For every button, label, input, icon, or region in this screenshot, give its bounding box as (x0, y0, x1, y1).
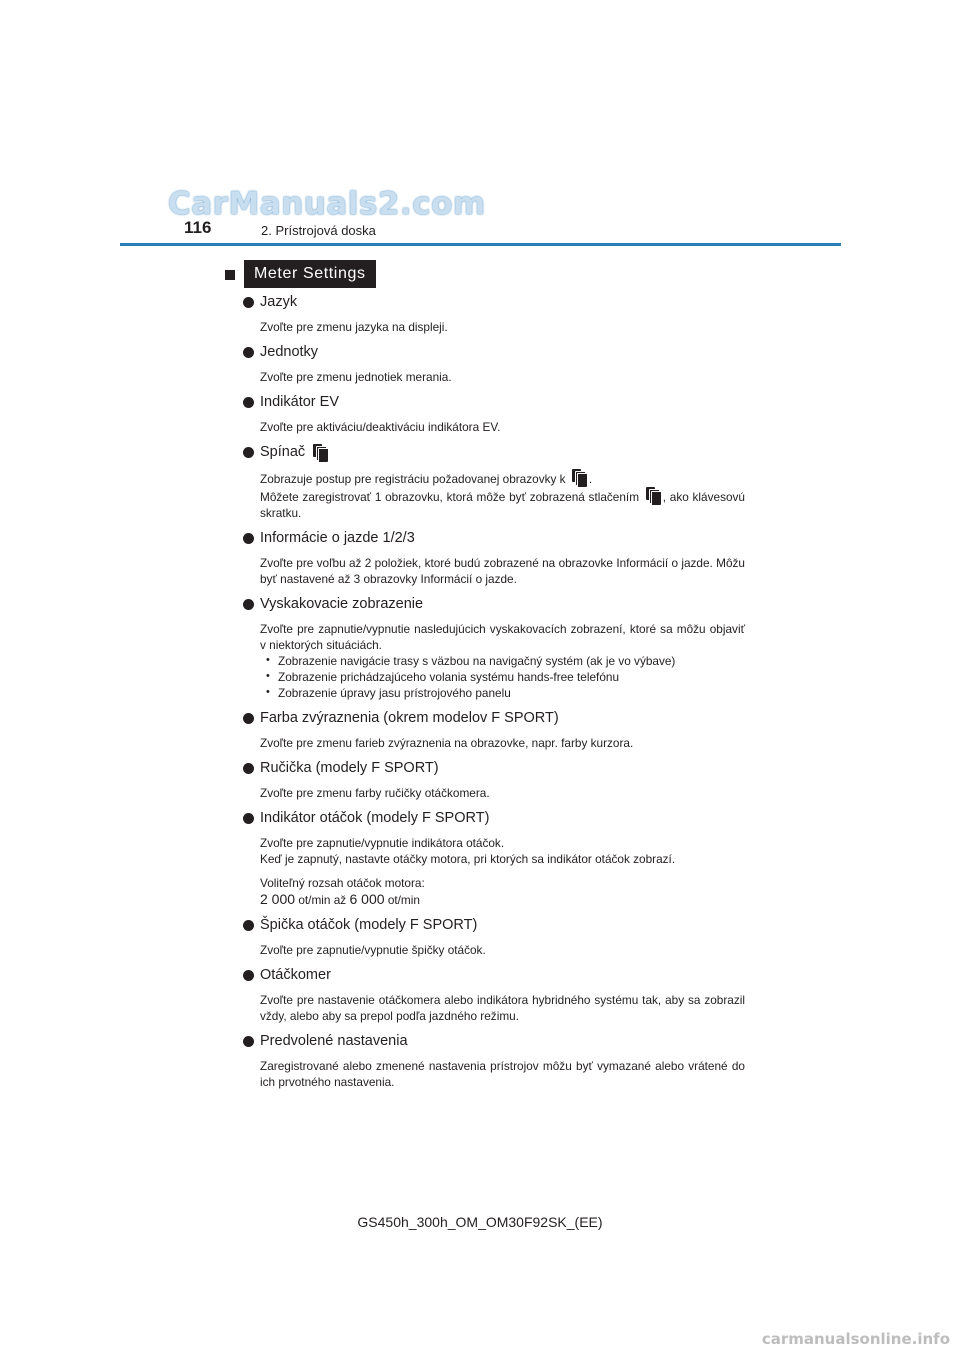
range-label: Voliteľný rozsah otáčok motora: (260, 876, 425, 890)
bullet-icon (243, 533, 254, 544)
item-title: Špička otáčok (modely F SPORT) (260, 917, 478, 933)
item-description: Zvoľte pre zmenu farby ručičky otáčkomera. (260, 786, 490, 800)
list-item (243, 916, 745, 958)
section-heading (225, 260, 376, 288)
item-title: Indikátor otáčok (modely F SPORT) (260, 810, 490, 826)
item-description: Zobrazuje postup pre registráciu požadovanej obrazovky k . Môžete zaregistrovať 1 obrazovku, ktorá môže byť zobrazená stlačením , ako klávesovú skratku. (260, 469, 745, 521)
list-item (243, 393, 745, 435)
item-title: Informácie o jazde 1/2/3 (260, 530, 415, 546)
item-description: Keď je zapnutý, nastavte otáčky motora, pri ktorých sa indikátor otáčok zobrazí. (260, 852, 676, 866)
item-description: Zvoľte pre zapnutie/vypnutie špičky otáčok. (260, 943, 486, 957)
list-item (243, 809, 745, 908)
item-title: Jednotky (260, 344, 319, 360)
list-item (243, 529, 745, 587)
item-title: Jazyk (260, 294, 298, 310)
list-item (243, 595, 745, 701)
list-item (243, 759, 745, 801)
bullet-icon (243, 447, 254, 458)
item-description: Zvoľte pre zapnutie/vypnutie nasledujúcich vyskakovacích zobrazení, ktoré sa môžu objaviť v niektorých situáciách. (260, 622, 745, 652)
chapter-title: 2. Prístrojová doska (261, 223, 376, 238)
header-divider (120, 243, 841, 246)
bullet-icon (243, 920, 254, 931)
item-description: Zvoľte pre zmenu farieb zvýraznenia na obrazovke, napr. farby kurzora. (260, 736, 634, 750)
bullet-icon (243, 1036, 254, 1047)
item-title: Farba zvýraznenia (okrem modelov F SPORT) (260, 710, 559, 726)
sub-bullet: • Zobrazenie navigácie trasy s väzbou na navigačný systém (ak je vo výbave) (260, 653, 745, 669)
page-number: 116 (184, 218, 212, 237)
settings-list (243, 293, 745, 1098)
item-title: Indikátor EV (260, 394, 339, 410)
item-description: Zvoľte pre zmenu jednotiek merania. (260, 370, 452, 384)
bullet-icon (243, 763, 254, 774)
bullet-icon (243, 813, 254, 824)
bullet-icon (243, 347, 254, 358)
switch-button-icon (646, 487, 660, 504)
item-title: Ručička (modely F SPORT) (260, 760, 439, 776)
item-description: Zvoľte pre nastavenie otáčkomera alebo indikátora hybridného systému tak, aby sa zobrazil vždy, alebo aby sa prepol podľa jazdného režimu. (260, 993, 745, 1023)
document-code: GS450h_300h_OM_OM30F92SK_(EE) (357, 1214, 603, 1230)
list-item (243, 966, 745, 1024)
item-title: Otáčkomer (260, 967, 331, 983)
switch-button-icon (572, 469, 586, 486)
item-description: Zvoľte pre aktiváciu/deaktiváciu indikátora EV. (260, 420, 501, 434)
list-item (243, 293, 745, 335)
item-description: Zvoľte pre voľbu až 2 položiek, ktoré budú zobrazené na obrazovke Informácií o jazde. Môžu byť nastavené až 3 obrazovky Informácií o jazde. (260, 556, 745, 586)
watermark-logo: CarManuals2.com (168, 186, 486, 222)
list-item (243, 1032, 745, 1090)
switch-button-icon (313, 444, 327, 461)
item-title: Vyskakovacie zobrazenie (260, 596, 424, 612)
item-description: Zvoľte pre zapnutie/vypnutie indikátora otáčok. (260, 836, 505, 850)
bullet-icon (243, 599, 254, 610)
bullet-icon (243, 970, 254, 981)
sub-bullet: • Zobrazenie úpravy jasu prístrojového panelu (260, 685, 745, 701)
bullet-icon (243, 397, 254, 408)
bullet-icon (243, 713, 254, 724)
item-description: Zvoľte pre zmenu jazyka na displeji. (260, 320, 448, 334)
list-item (243, 709, 745, 751)
square-bullet-icon (225, 270, 235, 280)
watermark-footer: carmanualsonline.info (761, 1330, 950, 1348)
list-item (243, 443, 745, 521)
section-label: Meter Settings (244, 260, 376, 288)
sub-bullet: • Zobrazenie prichádzajúceho volania systému hands-free telefónu (260, 669, 745, 685)
item-title: Predvolené nastavenia (260, 1033, 408, 1049)
bullet-icon (243, 297, 254, 308)
item-description: Zaregistrované alebo zmenené nastavenia prístrojov môžu byť vymazané alebo vrátené do ich prvotného nastavenia. (260, 1059, 745, 1089)
list-item (243, 343, 745, 385)
item-title: Spínač (260, 444, 306, 460)
range-value: 2 000 ot/min až 6 000 ot/min (260, 891, 420, 907)
